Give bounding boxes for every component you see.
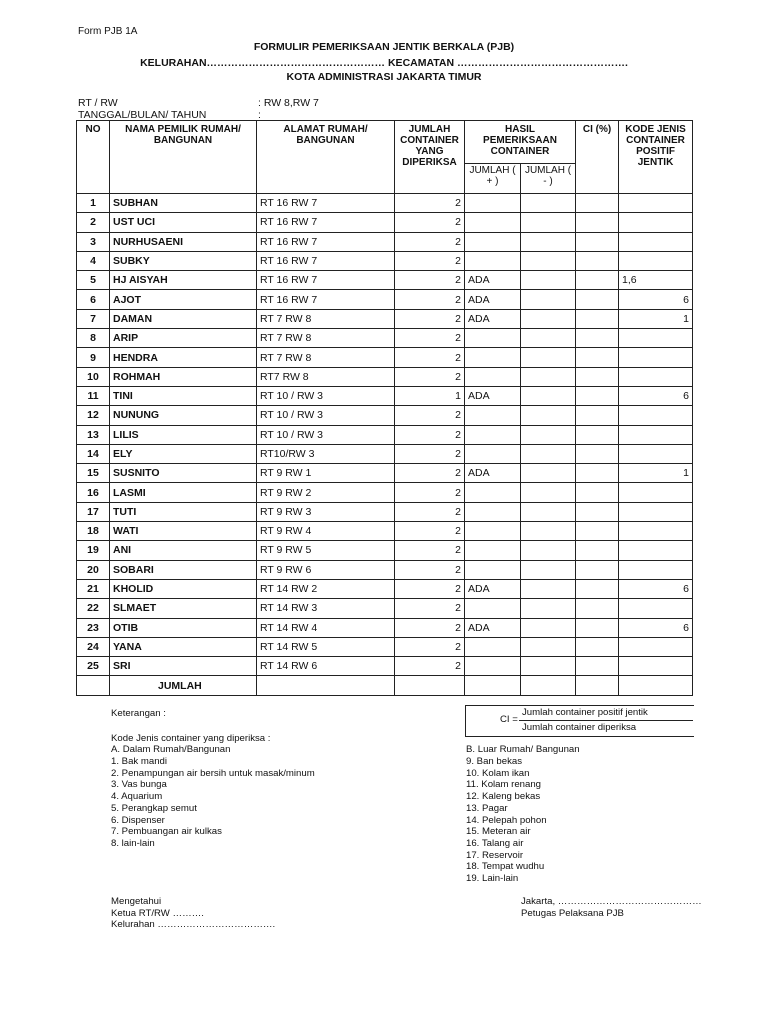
row-ci [576,348,619,367]
row-positive [465,657,521,676]
row-code: 1,6 [619,271,693,290]
row-no: 23 [77,618,110,637]
container-code-item: 11. Kolam renang [466,779,542,791]
row-no: 20 [77,560,110,579]
row-address: RT 14 RW 4 [257,618,395,637]
row-count: 2 [395,290,465,309]
row-positive [465,232,521,251]
col-count: JUMLAH CONTAINER YANG DIPERIKSA [395,121,465,194]
table-row [77,560,693,579]
row-negative [521,560,576,579]
table-row [77,386,693,405]
row-negative [521,444,576,463]
keterangan-label: Keterangan : [111,708,166,719]
table-row [77,194,693,213]
row-address: RT7 RW 8 [257,367,395,386]
rt-rw-label: RT / RW [78,97,118,109]
table-row [77,309,693,328]
row-negative [521,464,576,483]
row-positive: ADA [465,271,521,290]
row-address: RT 14 RW 5 [257,637,395,656]
row-positive [465,251,521,270]
row-ci [576,367,619,386]
row-no: 25 [77,657,110,676]
col-name: NAMA PEMILIK RUMAH/ BANGUNAN [110,121,257,194]
row-name: KHOLID [110,579,257,598]
fraction-line [519,720,693,721]
kelurahan-kecamatan-line: KELURAHAN…………………………………………… KECAMATAN …………………………………………. [140,57,628,69]
row-negative [521,599,576,618]
row-ci [576,599,619,618]
row-name: SUBHAN [110,194,257,213]
row-ci [576,541,619,560]
row-code [619,444,693,463]
row-ci [576,618,619,637]
row-address: RT 7 RW 8 [257,309,395,328]
row-no: 18 [77,522,110,541]
row-name: TINI [110,386,257,405]
row-positive: ADA [465,579,521,598]
row-address: RT 10 / RW 3 [257,386,395,405]
table-row [77,502,693,521]
row-ci [576,290,619,309]
container-code-item: 14. Pelepah pohon [466,814,547,826]
row-negative [521,194,576,213]
row-address: RT 9 RW 4 [257,522,395,541]
row-count: 2 [395,425,465,444]
row-count: 2 [395,271,465,290]
row-count: 2 [395,406,465,425]
total-cell [257,676,395,695]
row-no: 12 [77,406,110,425]
table-row [77,251,693,270]
row-no: 19 [77,541,110,560]
row-code [619,367,693,386]
row-no: 24 [77,637,110,656]
row-no: 3 [77,232,110,251]
table-row [77,483,693,502]
row-address: RT 10 / RW 3 [257,406,395,425]
total-cell [576,676,619,695]
row-positive [465,444,521,463]
group-b-list [466,756,547,885]
row-negative [521,386,576,405]
row-code [619,406,693,425]
row-positive [465,560,521,579]
row-positive [465,406,521,425]
row-code [619,541,693,560]
row-negative [521,251,576,270]
container-code-item: 6. Dispenser [111,814,165,826]
container-code-item: 4. Aquarium [111,791,163,803]
container-code-item: 10. Kolam ikan [466,767,530,779]
row-address: RT 14 RW 2 [257,579,395,598]
table-row [77,464,693,483]
row-name: ARIP [110,329,257,348]
total-cell [395,676,465,695]
row-count: 2 [395,618,465,637]
row-ci [576,213,619,232]
row-negative [521,541,576,560]
table-body [77,194,693,676]
row-positive [465,637,521,656]
row-no: 10 [77,367,110,386]
row-negative [521,637,576,656]
container-code-item: 1. Bak mandi [111,756,167,767]
ci-denominator: Jumlah container diperiksa [522,722,637,733]
row-name: ELY [110,444,257,463]
row-positive [465,194,521,213]
row-code [619,194,693,213]
date-label: TANGGAL/BULAN/ TAHUN [78,109,207,121]
row-address: RT 9 RW 5 [257,541,395,560]
container-code-item: 8. lain-lain [111,837,155,849]
row-negative [521,618,576,637]
row-ci [576,406,619,425]
row-code [619,502,693,521]
row-code: 6 [619,618,693,637]
ci-formula-label: CI = [500,714,518,725]
row-code [619,637,693,656]
row-count: 2 [395,348,465,367]
table-row [77,599,693,618]
signature-line: Petugas Pelaksana PJB [521,907,624,919]
row-count: 2 [395,522,465,541]
row-negative [521,329,576,348]
row-no: 17 [77,502,110,521]
row-count: 2 [395,232,465,251]
table-row [77,271,693,290]
row-negative [521,290,576,309]
container-code-item: 7. Pembuangan air kulkas [111,826,222,838]
row-ci [576,522,619,541]
row-no: 5 [77,271,110,290]
col-result-positive: JUMLAH ( + ) [465,164,521,194]
col-no: NO [77,121,110,194]
row-address: RT 9 RW 2 [257,483,395,502]
row-name: LASMI [110,483,257,502]
row-address: RT 14 RW 3 [257,599,395,618]
col-result-negative: JUMLAH ( - ) [521,164,576,194]
row-no: 8 [77,329,110,348]
row-no: 13 [77,425,110,444]
total-label: JUMLAH [110,676,257,695]
row-positive [465,522,521,541]
row-code [619,425,693,444]
row-count: 2 [395,579,465,598]
container-code-intro: Kode Jenis container yang diperiksa : [111,733,271,744]
row-negative [521,522,576,541]
row-ci [576,579,619,598]
container-code-item: 9. Ban bekas [466,756,523,767]
row-name: ANI [110,541,257,560]
row-ci [576,329,619,348]
row-positive [465,425,521,444]
row-no: 6 [77,290,110,309]
table-row [77,444,693,463]
row-negative [521,406,576,425]
row-positive [465,483,521,502]
row-name: LILIS [110,425,257,444]
row-code: 6 [619,386,693,405]
row-no: 7 [77,309,110,328]
row-code [619,599,693,618]
row-negative [521,483,576,502]
row-count: 2 [395,502,465,521]
ci-formula [465,705,694,737]
group-a-list [111,756,315,850]
row-address: RT 7 RW 8 [257,348,395,367]
row-count: 2 [395,367,465,386]
container-code-item: 16. Talang air [466,837,524,849]
table-row [77,425,693,444]
row-name: SUBKY [110,251,257,270]
signature-line: Jakarta, ……………………………………… [521,896,702,907]
signature-line: Kelurahan ………………………………. [111,919,276,931]
row-positive [465,329,521,348]
total-cell [465,676,521,695]
row-no: 21 [77,579,110,598]
row-ci [576,386,619,405]
row-positive [465,599,521,618]
container-code-item: 19. Lain-lain [466,873,519,885]
row-count: 2 [395,309,465,328]
row-code [619,213,693,232]
row-no: 22 [77,599,110,618]
rt-rw-value: : RW 8,RW 7 [258,97,319,109]
row-ci [576,251,619,270]
row-code [619,251,693,270]
form-title: FORMULIR PEMERIKSAAN JENTIK BERKALA (PJB) [253,41,515,53]
inspection-table [76,120,693,696]
row-name: TUTI [110,502,257,521]
row-code [619,232,693,251]
row-code [619,329,693,348]
row-address: RT 16 RW 7 [257,213,395,232]
row-no: 14 [77,444,110,463]
row-negative [521,502,576,521]
table-row [77,213,693,232]
signature-left [111,896,275,931]
row-negative [521,367,576,386]
row-no: 15 [77,464,110,483]
row-name: YANA [110,637,257,656]
row-address: RT 10 / RW 3 [257,425,395,444]
row-positive: ADA [465,464,521,483]
row-name: AJOT [110,290,257,309]
row-name: WATI [110,522,257,541]
row-count: 2 [395,541,465,560]
row-name: SOBARI [110,560,257,579]
table-row [77,329,693,348]
row-address: RT10/RW 3 [257,444,395,463]
row-name: ROHMAH [110,367,257,386]
total-cell [521,676,576,695]
row-address: RT 16 RW 7 [257,251,395,270]
row-name: NURHUSAENI [110,232,257,251]
table-row [77,367,693,386]
total-no [77,676,110,695]
row-positive [465,213,521,232]
row-no: 2 [77,213,110,232]
row-address: RT 16 RW 7 [257,194,395,213]
row-ci [576,657,619,676]
row-ci [576,444,619,463]
signature-line: Mengetahui [111,896,162,907]
city-line: KOTA ADMINISTRASI JAKARTA TIMUR [286,71,482,83]
row-code [619,657,693,676]
table-row [77,579,693,598]
row-count: 2 [395,599,465,618]
container-code-item: 3. Vas bunga [111,779,167,791]
col-ci: CI (%) [576,121,619,194]
row-negative [521,213,576,232]
row-count: 2 [395,657,465,676]
row-count: 2 [395,329,465,348]
table-row [77,541,693,560]
form-code: Form PJB 1A [78,26,138,37]
row-negative [521,425,576,444]
row-code [619,560,693,579]
row-no: 16 [77,483,110,502]
row-name: OTIB [110,618,257,637]
table-row [77,406,693,425]
row-count: 2 [395,251,465,270]
row-name: HJ AISYAH [110,271,257,290]
row-no: 11 [77,386,110,405]
row-ci [576,560,619,579]
date-value: : [258,109,261,121]
container-code-item: 5. Perangkap semut [111,802,197,814]
row-code [619,348,693,367]
row-code: 6 [619,290,693,309]
row-address: RT 16 RW 7 [257,232,395,251]
table-row [77,657,693,676]
row-count: 2 [395,194,465,213]
row-code: 1 [619,309,693,328]
row-ci [576,483,619,502]
row-negative [521,271,576,290]
row-code [619,522,693,541]
row-ci [576,194,619,213]
col-code: KODE JENIS CONTAINER POSITIF JENTIK [619,121,693,194]
table-row [77,637,693,656]
col-address: ALAMAT RUMAH/ BANGUNAN [257,121,395,194]
ci-numerator: Jumlah container positif jentik [522,707,648,718]
container-code-item: 13. Pagar [466,802,508,814]
row-no: 9 [77,348,110,367]
container-code-item: 2. Penampungan air bersih untuk masak/minum [111,767,315,779]
row-address: RT 7 RW 8 [257,329,395,348]
signature-right [521,896,702,919]
col-result: HASIL PEMERIKSAAN CONTAINER [465,121,576,164]
row-positive [465,502,521,521]
row-count: 2 [395,560,465,579]
row-positive: ADA [465,386,521,405]
row-count: 2 [395,444,465,463]
row-positive: ADA [465,290,521,309]
table-row [77,232,693,251]
row-no: 1 [77,194,110,213]
row-count: 2 [395,213,465,232]
row-code [619,483,693,502]
total-cell [619,676,693,695]
table-row [77,290,693,309]
row-name: NUNUNG [110,406,257,425]
row-address: RT 16 RW 7 [257,271,395,290]
row-address: RT 14 RW 6 [257,657,395,676]
row-address: RT 16 RW 7 [257,290,395,309]
row-address: RT 9 RW 6 [257,560,395,579]
row-name: SLMAET [110,599,257,618]
row-count: 2 [395,464,465,483]
group-a-title: A. Dalam Rumah/Bangunan [111,744,231,755]
row-ci [576,271,619,290]
row-name: SUSNITO [110,464,257,483]
container-code-item: 18. Tempat wudhu [466,861,545,873]
group-b-title: B. Luar Rumah/ Bangunan [466,744,580,755]
row-ci [576,464,619,483]
row-negative [521,309,576,328]
row-positive [465,541,521,560]
row-ci [576,502,619,521]
row-address: RT 9 RW 3 [257,502,395,521]
row-ci [576,309,619,328]
row-address: RT 9 RW 1 [257,464,395,483]
row-positive: ADA [465,618,521,637]
row-name: SRI [110,657,257,676]
table-row [77,348,693,367]
container-code-item: 17. Reservoir [466,849,524,861]
row-ci [576,232,619,251]
row-code: 6 [619,579,693,598]
row-ci [576,637,619,656]
row-negative [521,657,576,676]
row-name: DAMAN [110,309,257,328]
row-ci [576,425,619,444]
row-positive [465,348,521,367]
row-positive [465,367,521,386]
row-positive: ADA [465,309,521,328]
table-row [77,618,693,637]
row-negative [521,232,576,251]
row-count: 2 [395,637,465,656]
row-code: 1 [619,464,693,483]
row-negative [521,348,576,367]
row-no: 4 [77,251,110,270]
container-code-item: 12. Kaleng bekas [466,791,541,803]
row-name: UST UCI [110,213,257,232]
row-count: 2 [395,483,465,502]
container-code-item: 15. Meteran air [466,826,531,838]
signature-line: Ketua RT/RW ………. [111,907,204,919]
table-row [77,522,693,541]
row-negative [521,579,576,598]
row-count: 1 [395,386,465,405]
row-name: HENDRA [110,348,257,367]
